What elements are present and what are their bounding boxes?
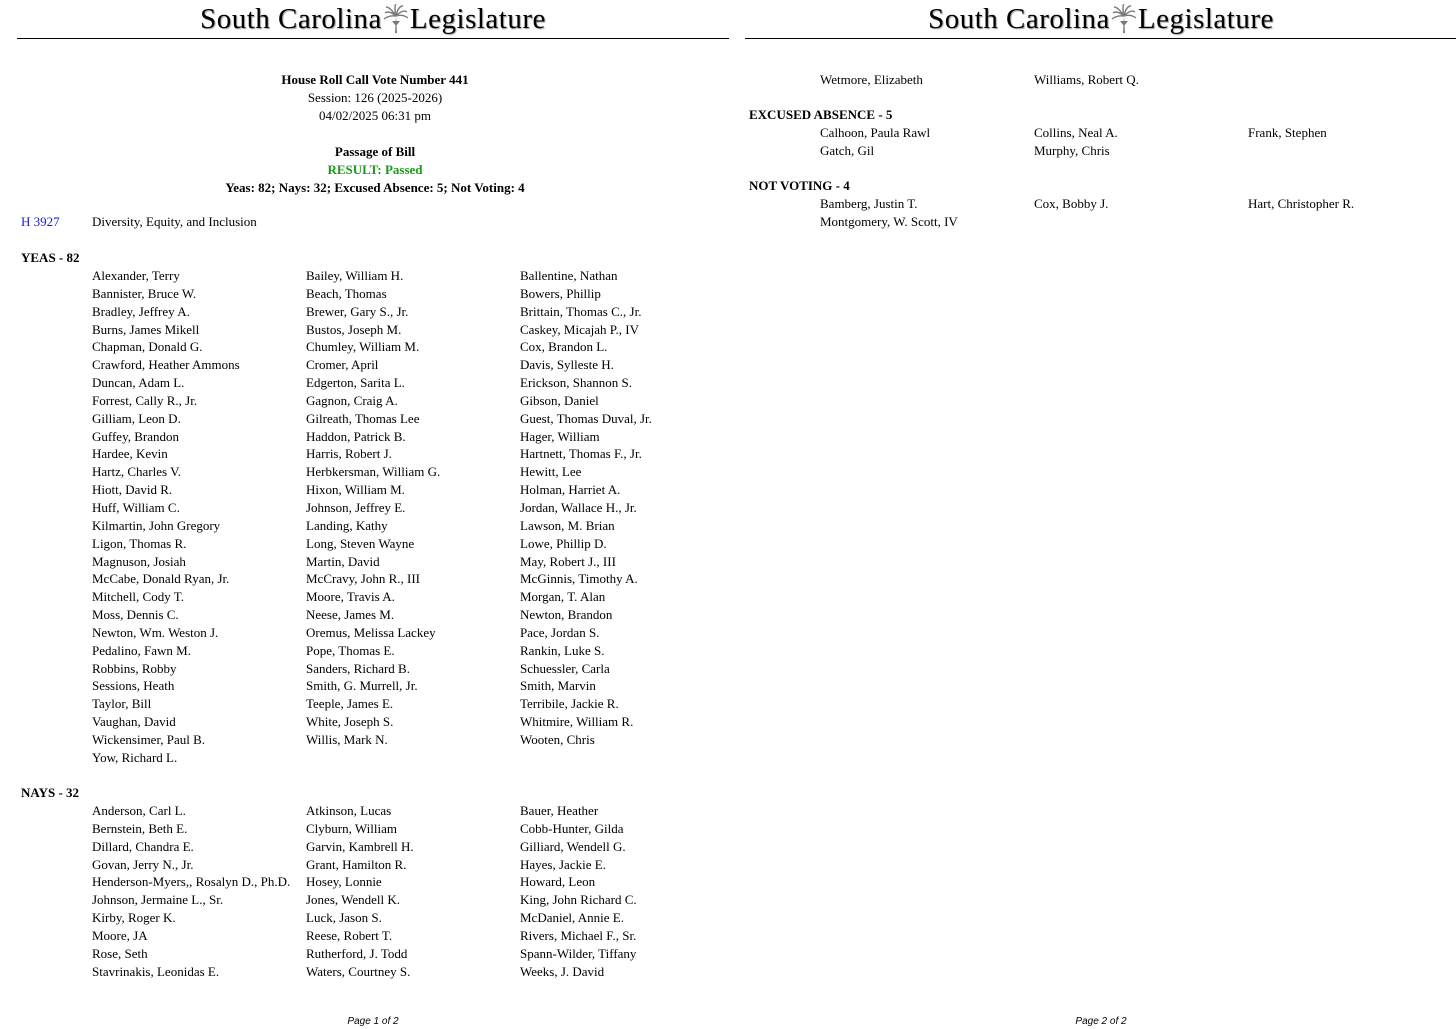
member-name: Hager, William	[520, 428, 600, 444]
member-name: Hartnett, Thomas F., Jr.	[520, 446, 642, 462]
member-name: Gilliard, Wendell G.	[520, 838, 626, 854]
member-name: Haddon, Patrick B.	[306, 428, 406, 444]
member-name: Edgerton, Sarita L.	[306, 375, 405, 391]
member-name: Murphy, Chris	[1034, 142, 1110, 158]
member-name: May, Robert J., III	[520, 553, 616, 569]
page-1	[17, 0, 729, 1029]
member-name: Cox, Bobby J.	[1034, 196, 1109, 211]
member-name: Harris, Robert J.	[306, 446, 392, 462]
bill-number-link[interactable]: H 3927	[21, 214, 60, 229]
page-footer: Page 2 of 2	[1075, 1016, 1127, 1027]
member-name: Atkinson, Lucas	[306, 803, 392, 818]
vote-action: Passage of Bill	[334, 144, 416, 159]
member-name: Cobb-Hunter, Gilda	[520, 820, 624, 836]
member-name: Grant, Hamilton R.	[306, 856, 407, 872]
member-name: Wooten, Chris	[520, 731, 595, 747]
section-title: NOT VOTING - 4	[749, 178, 850, 193]
member-name: Lowe, Phillip D.	[520, 535, 607, 551]
member-name: Govan, Jerry N., Jr.	[92, 856, 194, 872]
member-name: Moore, JA	[92, 927, 148, 943]
member-name: Stavrinakis, Leonidas E.	[92, 963, 220, 979]
banner-text-right: Legislature	[409, 3, 546, 35]
palmetto-tree-icon	[1111, 4, 1137, 34]
member-name: Rankin, Luke S.	[520, 642, 605, 658]
member-name: McCabe, Donald Ryan, Jr.	[92, 571, 230, 587]
member-name: Wetmore, Elizabeth	[820, 72, 923, 87]
member-name: Frank, Stephen	[1248, 125, 1327, 140]
vote-datetime: 04/02/2025 06:31 pm	[319, 108, 431, 123]
section-title: YEAS - 82	[21, 250, 80, 265]
member-name: Neese, James M.	[306, 607, 395, 623]
vote-header	[17, 71, 733, 197]
member-name: McCravy, John R., III	[306, 571, 420, 587]
member-name: Burns, James Mikell	[92, 321, 200, 337]
member-name: Moss, Dennis C.	[92, 607, 179, 623]
page-footer: Page 1 of 2	[347, 1016, 399, 1027]
member-name: Forrest, Cally R., Jr.	[92, 392, 198, 408]
member-name: King, John Richard C.	[520, 892, 637, 908]
member-name: Sessions, Heath	[92, 678, 175, 694]
member-name: Duncan, Adam L.	[92, 375, 185, 391]
member-name: Brewer, Gary S., Jr.	[306, 303, 409, 319]
member-name: Magnuson, Josiah	[92, 553, 186, 569]
member-name: Brittain, Thomas C., Jr.	[520, 303, 642, 319]
member-name: Montgomery, W. Scott, IV	[820, 213, 958, 229]
page-banner	[17, 2, 729, 39]
banner-text-left: South Carolina	[928, 3, 1110, 35]
member-name: Bradley, Jeffrey A.	[92, 303, 190, 319]
member-name: Gilliam, Leon D.	[92, 410, 181, 426]
member-name: Jones, Wendell K.	[306, 892, 401, 908]
member-name: Cromer, April	[306, 357, 379, 373]
member-name: Bowers, Phillip	[520, 285, 601, 301]
member-name: Bailey, William H.	[306, 268, 404, 283]
not-voting-section	[749, 177, 1449, 231]
member-name: Hixon, William M.	[306, 482, 405, 498]
member-name: Howard, Leon	[520, 874, 596, 890]
member-name: Beach, Thomas	[306, 285, 387, 301]
member-name: Clyburn, William	[306, 820, 397, 836]
name-list	[820, 124, 1449, 160]
member-name: Newton, Wm. Weston J.	[92, 624, 219, 640]
vote-summary: Yeas: 82; Nays: 32; Excused Absence: 5; Not Voting: 4	[225, 180, 525, 195]
member-name: Yow, Richard L.	[92, 749, 178, 765]
excused-section	[749, 106, 1449, 160]
member-name: Rivers, Michael F., Sr.	[520, 927, 637, 943]
palmetto-tree-icon	[383, 4, 409, 34]
member-name: Rose, Seth	[92, 945, 148, 961]
name-list	[820, 195, 1449, 231]
member-name: Terribile, Jackie R.	[520, 696, 619, 712]
member-name: Spann-Wilder, Tiffany	[520, 945, 637, 961]
member-name: Ballentine, Nathan	[520, 268, 618, 283]
nays-continued-list	[820, 71, 1456, 89]
member-name: Holman, Harriet A.	[520, 482, 621, 498]
vote-title: House Roll Call Vote Number 441	[281, 72, 469, 87]
bill-title: Diversity, Equity, and Inclusion	[92, 214, 257, 229]
member-name: Reese, Robert T.	[306, 927, 393, 943]
member-name: Long, Steven Wayne	[306, 535, 415, 551]
member-name: Whitmire, William R.	[520, 714, 634, 730]
member-name: Bamberg, Justin T.	[820, 196, 918, 211]
member-name: Hartz, Charles V.	[92, 464, 182, 480]
member-name: Henderson-Myers,, Rosalyn D., Ph.D.	[92, 874, 291, 890]
member-name: Huff, William C.	[92, 499, 180, 515]
member-name: Johnson, Jeffrey E.	[306, 499, 406, 515]
member-name: Caskey, Micajah P., IV	[520, 321, 640, 337]
banner-text-left: South Carolina	[200, 3, 382, 35]
member-name: Gagnon, Craig A.	[306, 392, 398, 408]
member-name: Robbins, Robby	[92, 660, 177, 676]
nays-section	[21, 784, 721, 980]
member-name: Schuessler, Carla	[520, 660, 610, 676]
member-name: Smith, Marvin	[520, 678, 596, 694]
member-name: Lawson, M. Brian	[520, 517, 615, 533]
member-name: Pace, Jordan S.	[520, 624, 600, 640]
member-name: Hart, Christopher R.	[1248, 196, 1355, 211]
vote-result: RESULT: Passed	[327, 162, 423, 177]
member-name: Waters, Courtney S.	[306, 963, 411, 979]
member-name: Crawford, Heather Ammons	[92, 357, 240, 373]
member-name: Moore, Travis A.	[306, 589, 395, 605]
member-name: Luck, Jason S.	[306, 910, 382, 926]
page-2	[745, 0, 1456, 1029]
member-name: Weeks, J. David	[520, 963, 605, 979]
member-name: Mitchell, Cody T.	[92, 589, 184, 605]
member-name: Gilreath, Thomas Lee	[306, 410, 420, 426]
member-name: Bannister, Bruce W.	[92, 285, 197, 301]
member-name: Sanders, Richard B.	[306, 660, 410, 676]
member-name: Dillard, Chandra E.	[92, 838, 194, 854]
member-name: Chumley, William M.	[306, 339, 420, 355]
page-banner	[745, 2, 1456, 39]
member-name: Johnson, Jermaine L., Sr.	[92, 892, 224, 908]
member-name: Hardee, Kevin	[92, 446, 168, 462]
member-name: Bauer, Heather	[520, 803, 599, 818]
member-name: Wickensimer, Paul B.	[92, 731, 206, 747]
member-name: Oremus, Melissa Lackey	[306, 624, 436, 640]
member-name: Willis, Mark N.	[306, 731, 388, 747]
member-name: Taylor, Bill	[92, 696, 152, 712]
member-name: Landing, Kathy	[306, 517, 388, 533]
member-name: Collins, Neal A.	[1034, 125, 1118, 140]
name-list	[92, 267, 721, 767]
name-list	[92, 802, 721, 980]
member-name: Garvin, Kambrell H.	[306, 838, 414, 854]
member-name: Morgan, T. Alan	[520, 589, 606, 605]
banner-text-right: Legislature	[1137, 3, 1274, 35]
member-name: Calhoon, Paula Rawl	[820, 125, 931, 140]
member-name: Pedalino, Fawn M.	[92, 642, 191, 658]
member-name: Hayes, Jackie E.	[520, 856, 606, 872]
member-name: Cox, Brandon L.	[520, 339, 608, 355]
member-name: Chapman, Donald G.	[92, 339, 203, 355]
member-name: Gibson, Daniel	[520, 392, 599, 408]
member-name: Bustos, Joseph M.	[306, 321, 402, 337]
member-name: Hosey, Lonnie	[306, 874, 382, 890]
vote-session: Session: 126 (2025-2026)	[307, 90, 443, 105]
member-name: Teeple, James E.	[306, 696, 394, 712]
member-name: Smith, G. Murrell, Jr.	[306, 678, 418, 694]
member-name: Martin, David	[306, 553, 380, 569]
member-name: Newton, Brandon	[520, 607, 613, 623]
member-name: McGinnis, Timothy A.	[520, 571, 638, 587]
member-name: White, Joseph S.	[306, 714, 394, 730]
member-name: Hiott, David R.	[92, 482, 173, 498]
member-name: Pope, Thomas E.	[306, 642, 395, 658]
member-name: Guffey, Brandon	[92, 428, 180, 444]
yeas-section	[21, 249, 721, 767]
section-title: NAYS - 32	[21, 785, 80, 800]
member-name: Guest, Thomas Duval, Jr.	[520, 410, 652, 426]
member-name: Gatch, Gil	[820, 142, 875, 158]
bill-row	[21, 213, 257, 231]
section-title: EXCUSED ABSENCE - 5	[749, 107, 893, 122]
member-name: Bernstein, Beth E.	[92, 820, 188, 836]
member-name: Williams, Robert Q.	[1034, 72, 1139, 87]
member-name: Kirby, Roger K.	[92, 910, 176, 926]
member-name: Rutherford, J. Todd	[306, 945, 408, 961]
member-name: Hewitt, Lee	[520, 464, 582, 480]
member-name: Kilmartin, John Gregory	[92, 517, 221, 533]
member-name: Herbkersman, William G.	[306, 464, 441, 480]
member-name: Erickson, Shannon S.	[520, 375, 632, 391]
member-name: Davis, Sylleste H.	[520, 357, 614, 373]
member-name: Vaughan, David	[92, 714, 176, 730]
member-name: Alexander, Terry	[92, 268, 180, 283]
member-name: Anderson, Carl L.	[92, 803, 186, 818]
member-name: Ligon, Thomas R.	[92, 535, 187, 551]
member-name: McDaniel, Annie E.	[520, 910, 624, 926]
member-name: Jordan, Wallace H., Jr.	[520, 499, 637, 515]
